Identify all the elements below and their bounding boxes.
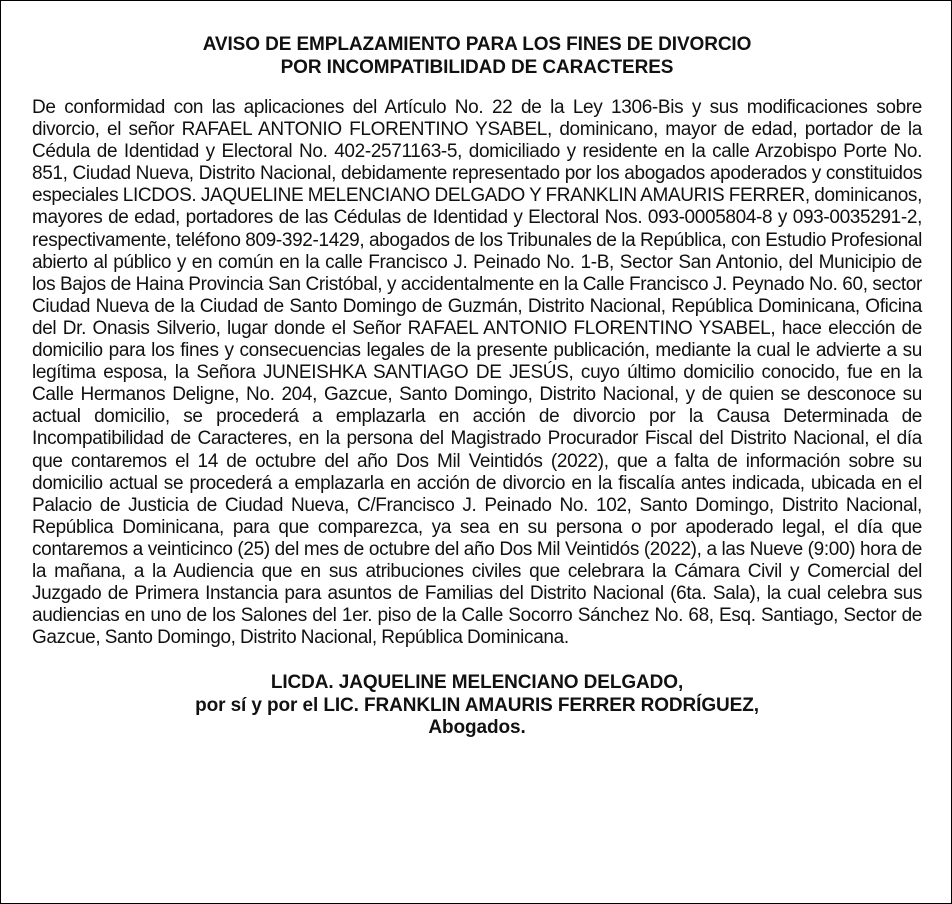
signature-line-1: LICDA. JAQUELINE MELENCIANO DELGADO,: [270, 672, 684, 694]
signature-line-2: por sí y por el LIC. FRANKLIN AMAURIS FERRER RODRÍGUEZ,: [195, 694, 759, 716]
notice-title-line-2: POR INCOMPATIBILIDAD DE CARACTERES: [280, 57, 674, 78]
notice-title-line-1: AVISO DE EMPLAZAMIENTO PARA LOS FINES DE DIVORCIO: [202, 34, 752, 55]
signature-block: [32, 672, 922, 740]
notice-content: [32, 33, 922, 740]
notice-title: [32, 33, 922, 79]
signature-line-3: Abogados.: [428, 717, 526, 739]
notice-body: De conformidad con las aplicaciones del Artículo No. 22 de la Ley 1306-Bis y sus modificaciones sobre divorcio, el señor RAFAEL ANTONIO FLORENTINO YSABEL, dominicano, mayor de edad, portador de la Cédula de Identidad y Electoral No. 402-2571163-5, domiciliado y residente en la calle Arzobispo Porte No. 851, Ciudad Nueva, Distrito Nacional, debidamente representado por los abogados apoderados y constituidos especiales LICDOS. JAQUELINE MELENCIANO DELGADO Y FRANKLIN AMAURIS FERRER, dominicanos, mayores de edad, portadores de las Cédulas de Identidad y Electoral Nos. 093-0005804-8 y 093-0035291-2, respectivamente, teléfono 809-392-1429, abogados de los Tribunales de la República, con Estudio Profesional abierto al público y en común en la calle Francisco J. Peinado No. 1-B, Sector San Antonio, del Municipio de los Bajos de Haina Provincia San Cristóbal, y accidentalmente en la Calle Francisco J. Peynado No. 60, sector Ciudad Nueva de la Ciudad de Santo Domingo de Guzmán, Distrito Nacional, República Dominicana, Oficina del Dr. Onasis Silverio, lugar donde el Señor RAFAEL ANTONIO FLORENTINO YSABEL, hace elección de domicilio para los fines y consecuencias legales de la presente publicación, mediante la cual le advierte a su legítima esposa, la Señora JUNEISHKA SANTIAGO DE JESÚS, cuyo último domicilio conocido, fue en la Calle Hermanos Deligne, No. 204, Gazcue, Santo Domingo, Distrito Nacional, y de quien se desconoce su actual domicilio, se procederá a emplazarla en acción de divorcio por la Causa Determinada de Incompatibilidad de Caracteres, en la persona del Magistrado Procurador Fiscal del Distrito Nacional, el día que contaremos el 14 de octubre del año Dos Mil Veintidós (2022), que a falta de información sobre su domicilio actual se procederá a emplazarla en acción de divorcio en la fiscalía antes indicada, ubicada en el Palacio de Justicia de Ciudad Nueva, C/Francisco J. Peinado No. 102, Santo Domingo, Distrito Nacional, República Dominicana, para que comparezca, ya sea en su persona o por apoderado legal, el día que contaremos a veinticinco (25) del mes de octubre del año Dos Mil Veintidós (2022), a las Nueve (9:00) hora de la mañana, a la Audiencia que en sus atribuciones civiles que celebrara la Cámara Civil y Comercial del Juzgado de Primera Instancia para asuntos de Familias del Distrito Nacional (6ta. Sala), la cual celebra sus audiencias en uno de los Salones del 1er. piso de la Calle Socorro Sánchez No. 68, Esq. Santiago, Sector de Gazcue, Santo Domingo, Distrito Nacional, República Dominicana.: [32, 97, 922, 649]
